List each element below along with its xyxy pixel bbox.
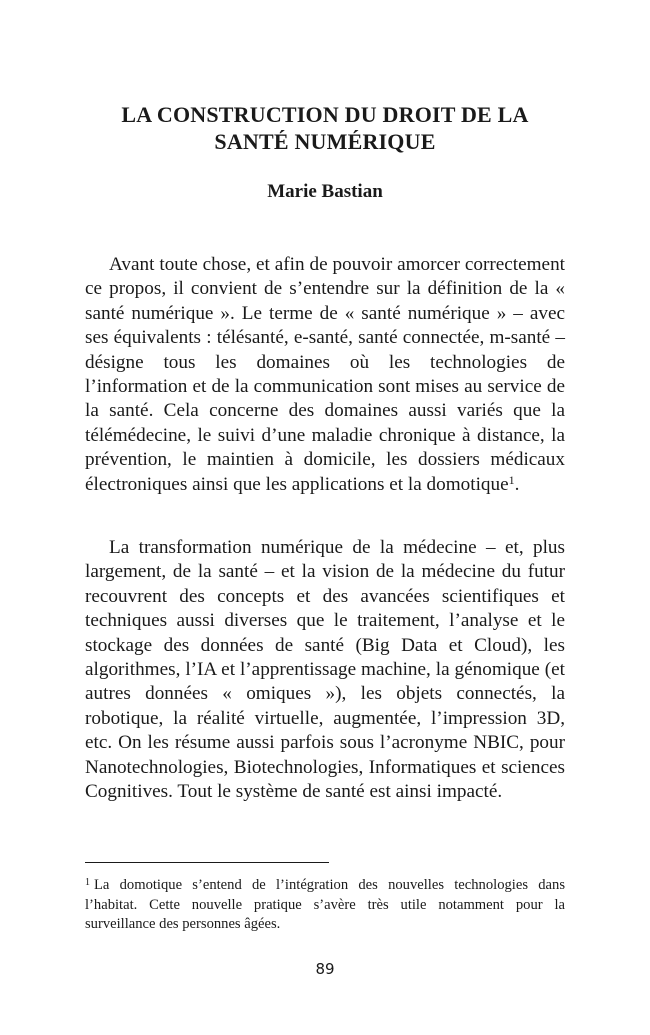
footnote (85, 876, 565, 935)
chapter-title-line-1: LA CONSTRUCTION DU DROIT DE LA (121, 102, 529, 127)
page-number: 89 (315, 960, 335, 978)
footnote-separator (85, 862, 329, 863)
author-name: Marie Bastian (267, 181, 383, 202)
chapter-title (0, 101, 650, 155)
footnote-reference: 1 (508, 472, 515, 487)
footnote-marker: 1 (85, 877, 90, 888)
body-paragraph-2: La transformation numérique de la médecine – et, plus largement, de la santé – et la vision de la médecine du futur recouvrent des concepts et des avancées scientifiques et techniques aussi diverses que le traitement, l’analyse et le stockage des données de santé (Big Data et Cloud), les algorithmes, l’IA et l’apprentissage machine, la génomique (et autres données « omiques »), les objets connectés, la robotique, la réalité virtuelle, augmentée, l’impression 3D, etc. On les résume aussi parfois sous l’acronyme NBIC, pour Nanotechnologies, Biotechnologies, Informatiques et sciences Cognitives. Tout le système de santé est ainsi impacté. (85, 537, 565, 803)
paragraph-1-end: . (514, 473, 520, 495)
chapter-title-line-2: SANTÉ NUMÉRIQUE (214, 129, 436, 154)
body-paragraph-1 (85, 253, 565, 497)
footnote-text: La domotique s’entend de l’intégration des nouvelles technologies dans l’habitat. Cette nouvelle pratique s’avère très utile notamment pour la surveillance des personnes âgées. (85, 877, 565, 932)
paragraph-1-text: Avant toute chose, et afin de pouvoir amorcer correctement ce propos, il convient de s’entendre sur la définition de la « santé numérique ». Le terme de « santé numérique » – avec ses équivalents : télésanté, e-santé, santé connectée, m-santé – désigne tous les domaines où les technologies de l’information et de la communication sont mises au service de la santé. Cela concerne des domaines aussi variés que la télémédecine, le suivi d’une maladie chronique à distance, la prévention, le maintien à domicile, les dossiers médicaux électroniques ainsi que les applications et la domotique (85, 254, 565, 495)
